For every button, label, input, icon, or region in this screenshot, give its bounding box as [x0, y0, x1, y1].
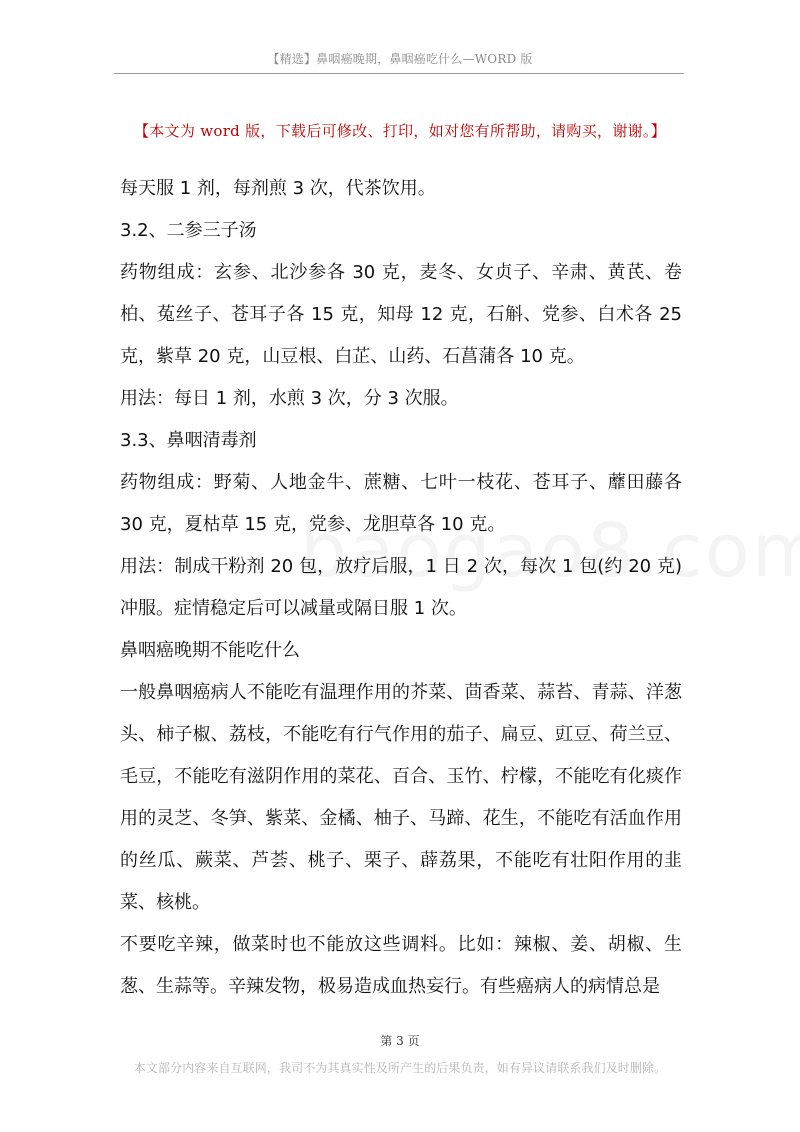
paragraph-ingredients-3-2: 药物组成：玄参、北沙参各 30 克，麦冬、女贞子、辛肃、黄芪、卷柏、菟丝子、苍耳子各 15 克，知母 12 克，石斛、党参、白术各 25 克，紫草 20 克，山豆根、白芷、山药、石菖蒲各 10 克。	[120, 262, 682, 367]
section-heading-3-3: 3.3、鼻咽清毒剂	[120, 430, 257, 451]
page-number: 第 3 页	[380, 1034, 420, 1048]
page-header: 【精选】鼻咽癌晚期，鼻咽癌吃什么—WORD 版	[267, 52, 533, 66]
header-divider	[114, 73, 684, 74]
paragraph-usage-3-3: 用法：制成干粉剂 20 包，放疗后服，1 日 2 次，每次 1 包(约 20 克)冲服。症情稳定后可以减量或隔日服 1 次。	[120, 556, 682, 619]
paragraph-ingredients-3-3: 药物组成：野菊、人地金牛、蔗糖、七叶一枝花、苍耳子、蘼田藤各 30 克，夏枯草 15 克，党参、龙胆草各 10 克。	[120, 472, 682, 535]
section-heading-3-2: 3.2、二参三子汤	[120, 220, 257, 241]
paragraph-dosage-note: 每天服 1 剂，每剂煎 3 次，代茶饮用。	[120, 178, 436, 199]
paragraph-foods-to-avoid: 一般鼻咽癌病人不能吃有温理作用的芥菜、茴香菜、蒜苔、青蒜、洋葱头、柿子椒、荔枝，不能吃有行气作用的茄子、扁豆、豇豆、荷兰豆、毛豆，不能吃有滋阴作用的菜花、百合、玉竹、柠檬，不能吃有化痰作用的灵芝、冬笋、紫菜、金橘、柚子、马蹄、花生，不能吃有活血作用的丝瓜、蕨菜、芦荟、桃子、栗子、薜荔果，不能吃有壮阳作用的韭菜、核桃。	[120, 682, 682, 913]
paragraph-spicy-foods: 不要吃辛辣，做菜时也不能放这些调料。比如：辣椒、姜、胡椒、生葱、生蒜等。辛辣发物，极易造成血热妄行。有些癌病人的病情总是	[120, 934, 682, 997]
paragraph-usage-3-2: 用法：每日 1 剂，水煎 3 次，分 3 次服。	[120, 388, 459, 409]
footer-disclaimer: 本文部分内容来自互联网，我司不为其真实性及所产生的后果负责，如有异议请联系我们及时删除。	[133, 1061, 667, 1075]
purchase-notice: 【本文为 word 版，下载后可修改、打印，如对您有所帮助，请购买，谢谢。】	[133, 122, 667, 140]
section-heading-foods-to-avoid: 鼻咽癌晚期不能吃什么	[120, 640, 300, 661]
document-body	[120, 168, 682, 1008]
